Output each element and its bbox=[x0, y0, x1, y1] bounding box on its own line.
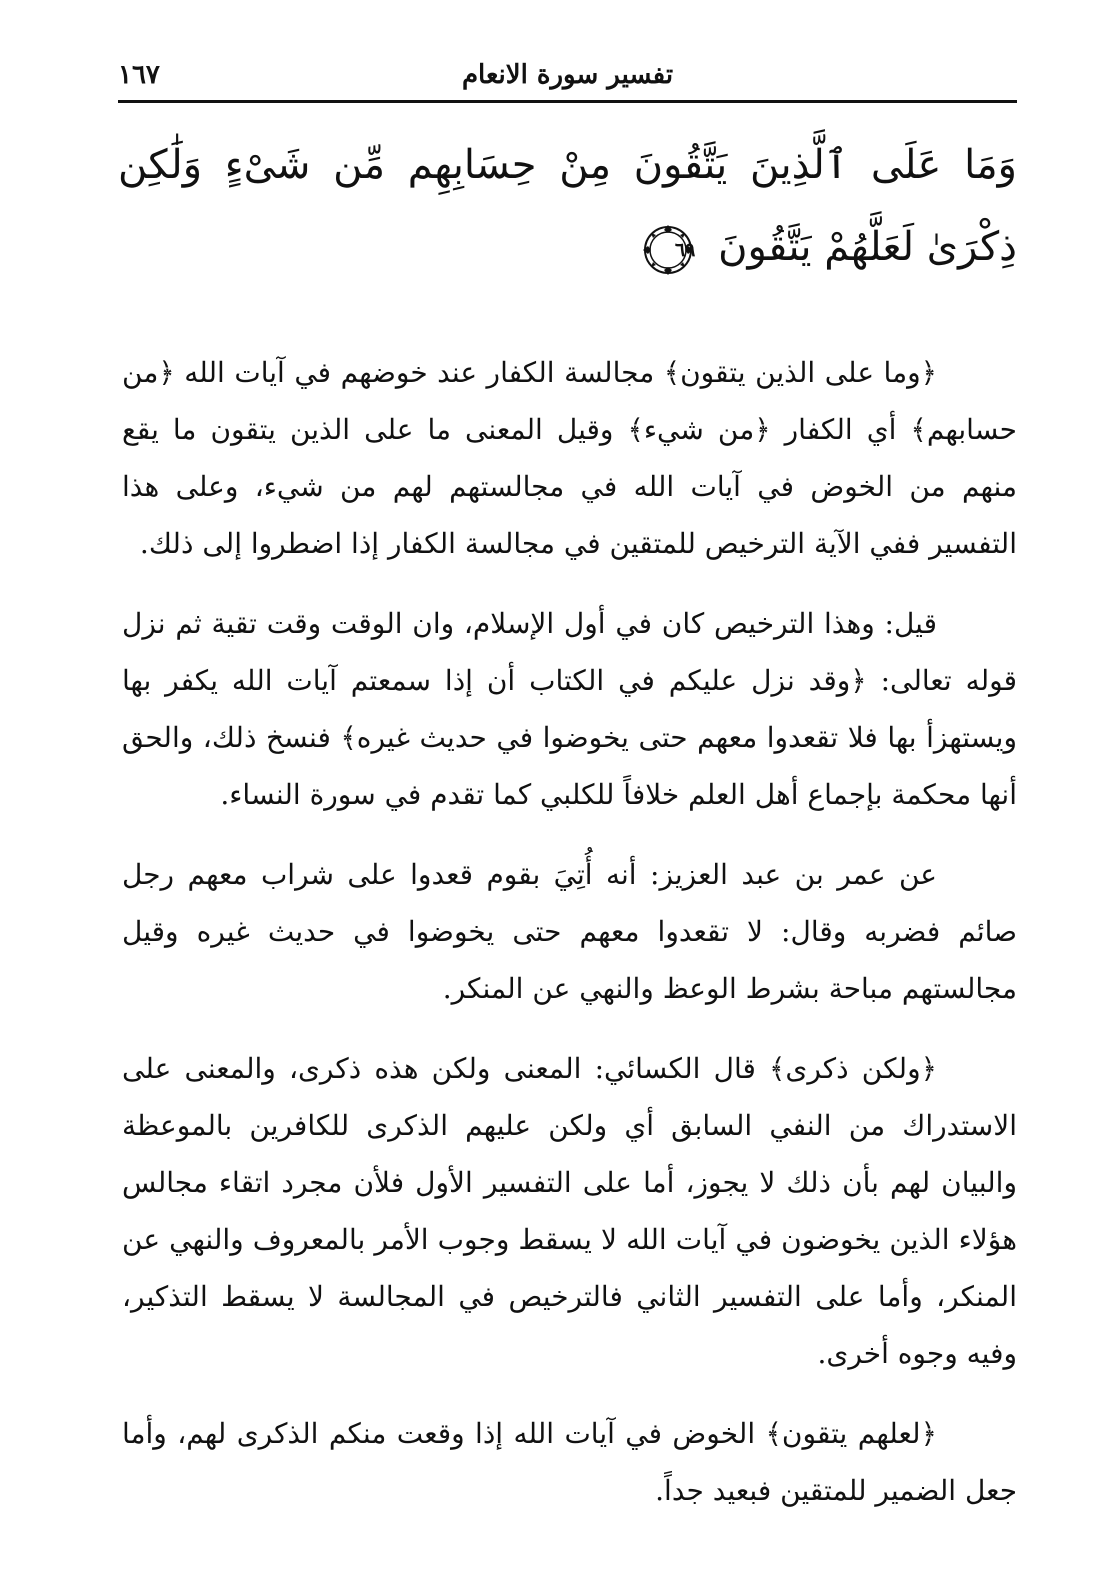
commentary-paragraph-4: ﴿ولكن ذكرى﴾ قال الكسائي: المعنى ولكن هذه ذكرى، والمعنى على الاستدراك من النفي السابق أي ولكن عليهم الذكرى للكافرين بالموعظة والبيان لهم بأن ذلك لا يجوز، أما على التفسير الأول فلأن مجرد اتقاء مجالس هؤلاء الذين يخوضون في آيات الله لا يسقط وجوب الأمر بالمعروف والنهي عن المنكر، وأما على التفسير الثاني فالترخيص في المجالسة لا يسقط التذكير، وفيه وجوه أخرى. bbox=[122, 1052, 1017, 1370]
commentary-paragraph-3: عن عمر بن عبد العزيز: أنه أُتِيَ بقوم قعدوا على شراب معهم رجل صائم فضربه وقال: لا تقعدوا معهم حتى يخوضوا في حديث غيره وقيل مجالستهم مباحة بشرط الوعظ والنهي عن المنكر. bbox=[122, 858, 1017, 1005]
commentary-text bbox=[122, 344, 1017, 1542]
verse-text: وَمَا عَلَى ٱلَّذِينَ يَتَّقُونَ مِنْ حِسَابِهِم مِّن شَىْءٍ وَلَٰكِن ذِكْرَىٰ لَعَلَّهُمْ يَتَّقُونَ bbox=[118, 142, 1017, 270]
ayah-marker bbox=[641, 223, 695, 277]
page-header bbox=[118, 54, 1017, 103]
page-number: ١٦٧ bbox=[118, 60, 160, 90]
quran-verse bbox=[118, 124, 1017, 288]
running-title: تفسير سورة الانعام bbox=[461, 60, 674, 90]
ayah-number: ٦٩ bbox=[674, 239, 696, 261]
commentary-paragraph-1: ﴿وما على الذين يتقون﴾ مجالسة الكفار عند خوضهم في آيات الله ﴿من حسابهم﴾ أي الكفار ﴿من شيء﴾ وقيل المعنى ما على الذين يتقون ما يقع منهم من الخوض في آيات الله في مجالستهم لهم من شيء، وعلى هذا التفسير ففي الآية الترخيص للمتقين في مجالسة الكفار إذا اضطروا إلى ذلك. bbox=[122, 356, 1017, 560]
commentary-paragraph-5: ﴿لعلهم يتقون﴾ الخوض في آيات الله إذا وقعت منكم الذكرى لهم، وأما جعل الضمير للمتقين فبعيد جداً. bbox=[122, 1417, 1017, 1507]
commentary-paragraph-2: قيل: وهذا الترخيص كان في أول الإسلام، وان الوقت وقت تقية ثم نزل قوله تعالى: ﴿وقد نزل عليكم في الكتاب أن إذا سمعتم آيات الله يكفر بها ويستهزأ بها فلا تقعدوا معهم حتى يخوضوا في حديث غيره﴾ فنسخ ذلك، والحق أنها محكمة بإجماع أهل العلم خلافاً للكلبي كما تقدم في سورة النساء. bbox=[122, 607, 1017, 811]
